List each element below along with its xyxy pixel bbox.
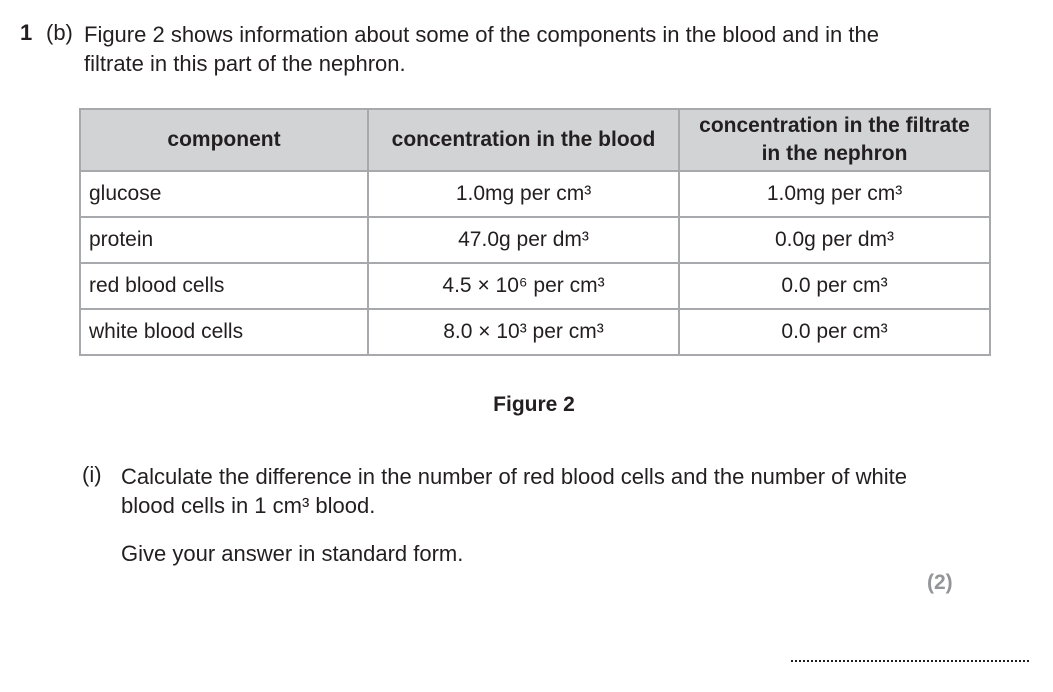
cell-blood: 4.5 × 10⁶ per cm³: [368, 263, 679, 309]
table-header-row: [80, 109, 990, 171]
cell-component: white blood cells: [80, 309, 368, 355]
answer-line[interactable]: [791, 660, 1029, 662]
cell-component: glucose: [80, 171, 368, 217]
figure-caption: Figure 2: [493, 393, 575, 416]
question-number: 1: [20, 20, 33, 45]
table-row: [80, 309, 990, 355]
cell-blood: 47.0g per dm³: [368, 217, 679, 263]
header-blood-concentration: concentration in the blood: [368, 109, 679, 171]
cell-filtrate: 1.0mg per cm³: [679, 171, 990, 217]
table-row: [80, 217, 990, 263]
table-row: [80, 263, 990, 309]
cell-filtrate: 0.0 per cm³: [679, 309, 990, 355]
figure-2-table: [79, 108, 991, 356]
table-row: [80, 171, 990, 217]
subquestion-number: (i): [82, 462, 102, 487]
subquestion-text: Calculate the difference in the number of red blood cells and the number of white blood cells in 1 cm³ blood.: [121, 464, 907, 518]
cell-filtrate: 0.0g per dm³: [679, 217, 990, 263]
cell-component: red blood cells: [80, 263, 368, 309]
subquestion-instruction: Give your answer in standard form.: [121, 541, 464, 566]
marks-label: (2): [927, 571, 953, 594]
cell-filtrate: 0.0 per cm³: [679, 263, 990, 309]
cell-blood: 1.0mg per cm³: [368, 171, 679, 217]
question-text: Figure 2 shows information about some of the components in the blood and in the filtrate in this part of the nephron.: [84, 22, 879, 76]
header-filtrate-concentration: concentration in the filtrate in the nephron: [679, 109, 990, 171]
cell-blood: 8.0 × 10³ per cm³: [368, 309, 679, 355]
header-component: component: [80, 109, 368, 171]
cell-component: protein: [80, 217, 368, 263]
question-part: (b): [46, 20, 73, 45]
